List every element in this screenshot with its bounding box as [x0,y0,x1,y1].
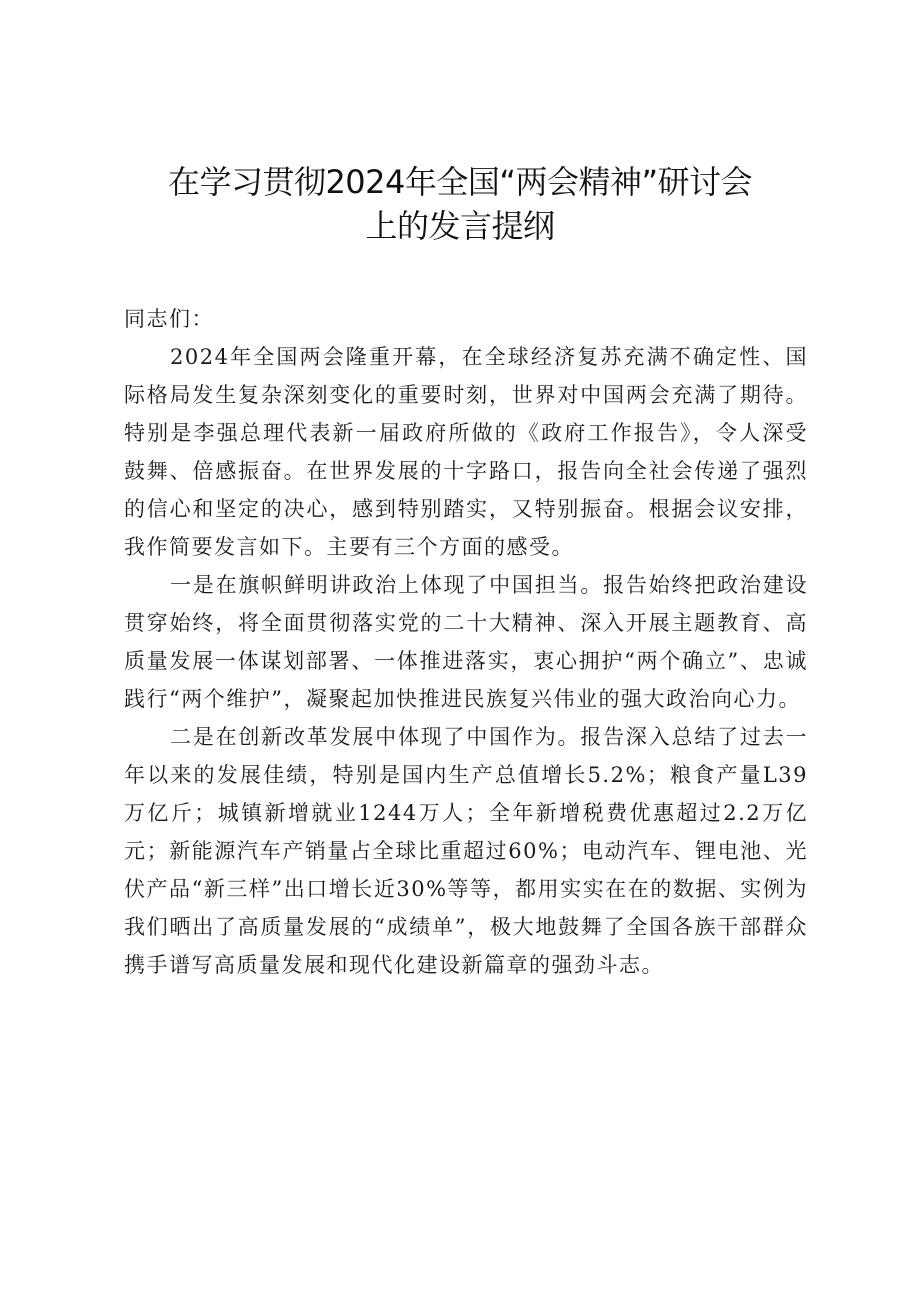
paragraph-point-one: 一是在旗帜鲜明讲政治上体现了中国担当。报告始终把政治建设贯穿始终，将全面贯彻落实党的二十大精神、深入开展主题教育、高质量发展一体谋划部署、一体推进落实，衷心拥护“两个确立”、忠诚践行“两个维护”，凝聚起加快推进民族复兴伟业的强大政治向心力。 [124,573,808,711]
paragraph-opening: 2024年全国两会隆重开幕，在全球经济复苏充满不确定性、国际格局发生复杂深刻变化的重要时刻，世界对中国两会充满了期待。特别是李强总理代表新一届政府所做的《政府工作报告》，令人深受鼓舞、倍感振奋。在世界发展的十字路口，报告向全社会传递了强烈的信心和坚定的决心，感到特别踏实，又特别振奋。根据会议安排，我作简要发言如下。主要有三个方面的感受。 [124,345,808,559]
salutation: 同志们： [124,307,214,331]
title-line-1: 在学习贯彻2024年全国“两会精神”研讨会 [167,163,753,201]
title-line-2: 上的发言提纲 [365,207,555,245]
paragraph-point-two: 二是在创新改革发展中体现了中国作为。报告深入总结了过去一年以来的发展佳绩，特别是国内生产总值增长5.2%；粮食产量L39万亿斤；城镇新增就业1244万人；全年新增税费优惠超过2.2万亿元；新能源汽车产销量占全球比重超过60%；电动汽车、锂电池、光伏产品“新三样”出口增长近30%等等，都用实实在在的数据、实例为我们晒出了高质量发展的“成绩单”，极大地鼓舞了全国各族干部群众携手谱写高质量发展和现代化建设新篇章的强劲斗志。 [124,725,808,977]
document-title [120,160,800,248]
document-body [124,300,808,984]
